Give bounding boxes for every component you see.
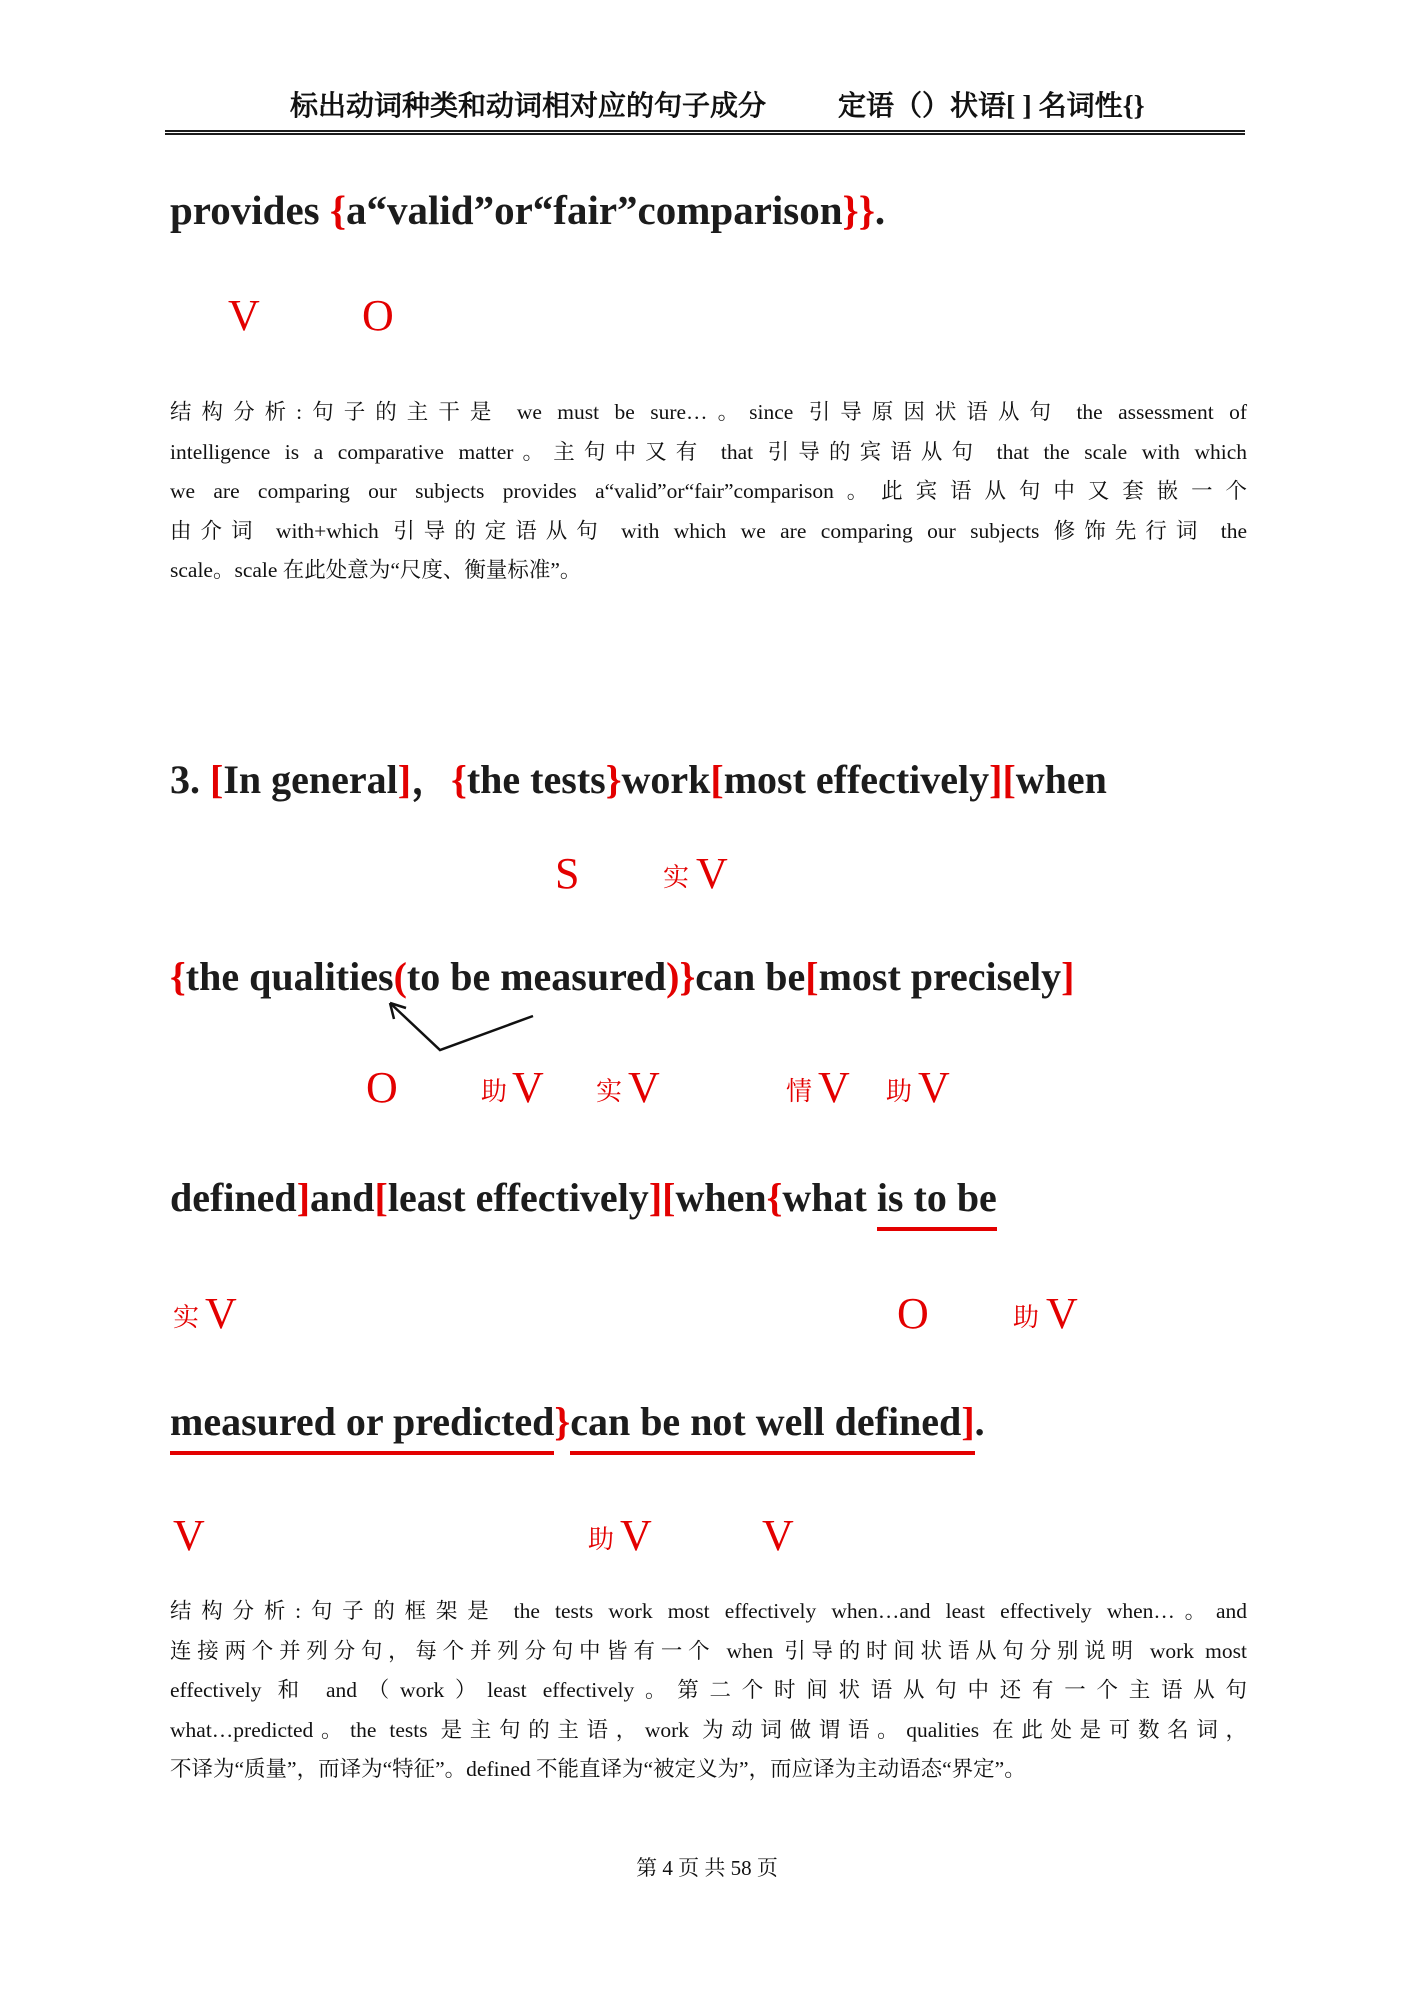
analysis-line: what…predicted。the tests 是主句的主语，work 为动词做谓语。qualities 在此处是可数名词， — [170, 1717, 1247, 1742]
marker-shi: 实 — [663, 863, 690, 892]
section-3-heading-line — [170, 748, 1107, 805]
text-run: the tests — [466, 757, 606, 802]
red-brace: } — [554, 1399, 571, 1444]
marker-o: O — [897, 1289, 929, 1338]
marker-shi: 实 — [596, 1077, 623, 1106]
marker-v: V — [818, 1063, 850, 1112]
red-brackets: ][ — [989, 757, 1016, 802]
analysis-paragraph-1 — [170, 393, 1247, 591]
marker-row-line3 — [0, 1282, 1414, 1336]
red-brackets: ][ — [648, 1175, 676, 1220]
red-bracket: [ — [805, 954, 819, 999]
period-run: . — [974, 1399, 985, 1444]
text-run: most effectively — [723, 757, 990, 802]
sentence-line-3 — [170, 1174, 997, 1221]
analysis-line: 结构分析:句子的框架是 the tests work most effectively when…and least effectively when…。and — [170, 1599, 1247, 1623]
marker-o: O — [366, 1063, 398, 1112]
underlined-run: is to be — [877, 1175, 997, 1231]
marker-v: V — [205, 1289, 237, 1338]
text-run: In general — [223, 757, 398, 802]
analysis-line: 连接两个并列分句，每个并列分句中皆有一个 when 引导的时间状语从句分别说明 work most — [170, 1638, 1247, 1663]
marker-row-under-fragment — [0, 284, 1414, 338]
comma-run: ， — [411, 757, 452, 802]
marker-row-line4 — [0, 1504, 1414, 1558]
period-run: . — [874, 187, 886, 233]
red-brace: { — [766, 1175, 783, 1220]
analysis-line: 由介词 with+which 引导的定语从句 with which we are comparing our subjects 修饰先行词 the — [170, 518, 1247, 543]
red-paren: ( — [393, 954, 407, 999]
text-run: can be — [695, 954, 806, 999]
red-brace: { — [451, 757, 467, 802]
analysis-line: effectively 和 and（work）least effectively。第二个时间状语从句中还有一个主语从句 — [170, 1678, 1247, 1702]
marker-v: V — [1046, 1289, 1078, 1338]
analysis-line: 结构分析:句子的主干是 we must be sure…。since 引导原因状语从句 the assessment of — [170, 400, 1247, 424]
red-bracket: ] — [1061, 954, 1075, 999]
marker-zhu: 助 — [1013, 1303, 1040, 1332]
marker-v: V — [173, 1511, 205, 1560]
red-paren-brace: )} — [666, 954, 696, 999]
header-right-text: 定语（）状语[ ] 名词性{} — [838, 91, 1145, 122]
marker-v: V — [918, 1063, 950, 1112]
text-run: a“valid”or“fair”comparison — [346, 187, 843, 233]
underlined-run: can be not well defined — [570, 1399, 961, 1455]
text-run: work — [621, 757, 711, 802]
text-run: when — [1015, 757, 1107, 802]
marker-v: V — [512, 1063, 544, 1112]
marker-o: O — [362, 291, 394, 340]
red-braces-close: }} — [842, 187, 875, 233]
page-number-footer: 第 4 页 共 58 页 — [636, 1856, 778, 1880]
analysis-line: scale。scale 在此处意为“尺度、衡量标准”。 — [170, 558, 582, 582]
red-brace-open: { — [329, 187, 347, 233]
text-run: most precisely — [818, 954, 1062, 999]
marker-v: V — [696, 849, 728, 898]
marker-shi: 实 — [173, 1303, 200, 1332]
marker-zhu: 助 — [886, 1077, 913, 1106]
sentence-line-4 — [170, 1398, 985, 1445]
red-brace: { — [170, 954, 186, 999]
marker-row-line1 — [0, 842, 1414, 896]
header-rule — [165, 130, 1245, 135]
text-run: and — [310, 1175, 375, 1220]
marker-v: V — [228, 291, 260, 340]
marker-row-line2 — [0, 1056, 1414, 1110]
red-bracket: ] — [296, 1175, 311, 1220]
analysis-paragraph-2 — [170, 1592, 1247, 1790]
marker-v: V — [628, 1063, 660, 1112]
analysis-line: intelligence is a comparative matter。主句中又有 that 引导的宾语从句 that the scale with which — [170, 439, 1247, 464]
text-run: what — [782, 1175, 877, 1220]
annotation-arrow — [368, 995, 548, 1065]
text-run: 3. — [170, 757, 210, 802]
sentence-fragment-line — [170, 186, 885, 234]
text-run: when — [675, 1175, 767, 1220]
red-brace: } — [605, 757, 622, 802]
underlined-run: measured or predicted — [170, 1399, 554, 1455]
red-bracket: ] — [397, 757, 412, 802]
marker-s: S — [555, 849, 580, 898]
marker-v: V — [762, 1511, 794, 1560]
text-run: provides — [170, 187, 330, 233]
marker-qing: 情 — [786, 1077, 813, 1106]
text-run: the qualities — [185, 954, 394, 999]
sentence-line-2 — [170, 953, 1074, 1000]
text-run: least effectively — [387, 1175, 649, 1220]
marker-zhu: 助 — [481, 1077, 508, 1106]
red-bracket: [ — [374, 1175, 388, 1220]
analysis-line: 不译为“质量”，而译为“特征”。defined 不能直译为“被定义为”，而应译为主动语态“界定”。 — [170, 1757, 1026, 1781]
header-left-text: 标出动词种类和动词相对应的句子成分 — [290, 91, 767, 122]
analysis-line: we are comparing our subjects provides a“valid”or“fair”comparison。此宾语从句中又套嵌一个 — [170, 479, 1247, 503]
red-bracket-underlined: ] — [961, 1399, 974, 1455]
red-bracket: [ — [210, 757, 224, 802]
marker-v: V — [620, 1511, 652, 1560]
text-run: defined — [170, 1175, 297, 1220]
red-bracket: [ — [710, 757, 724, 802]
marker-zhu: 助 — [588, 1525, 615, 1554]
text-run: to be measured — [406, 954, 667, 999]
